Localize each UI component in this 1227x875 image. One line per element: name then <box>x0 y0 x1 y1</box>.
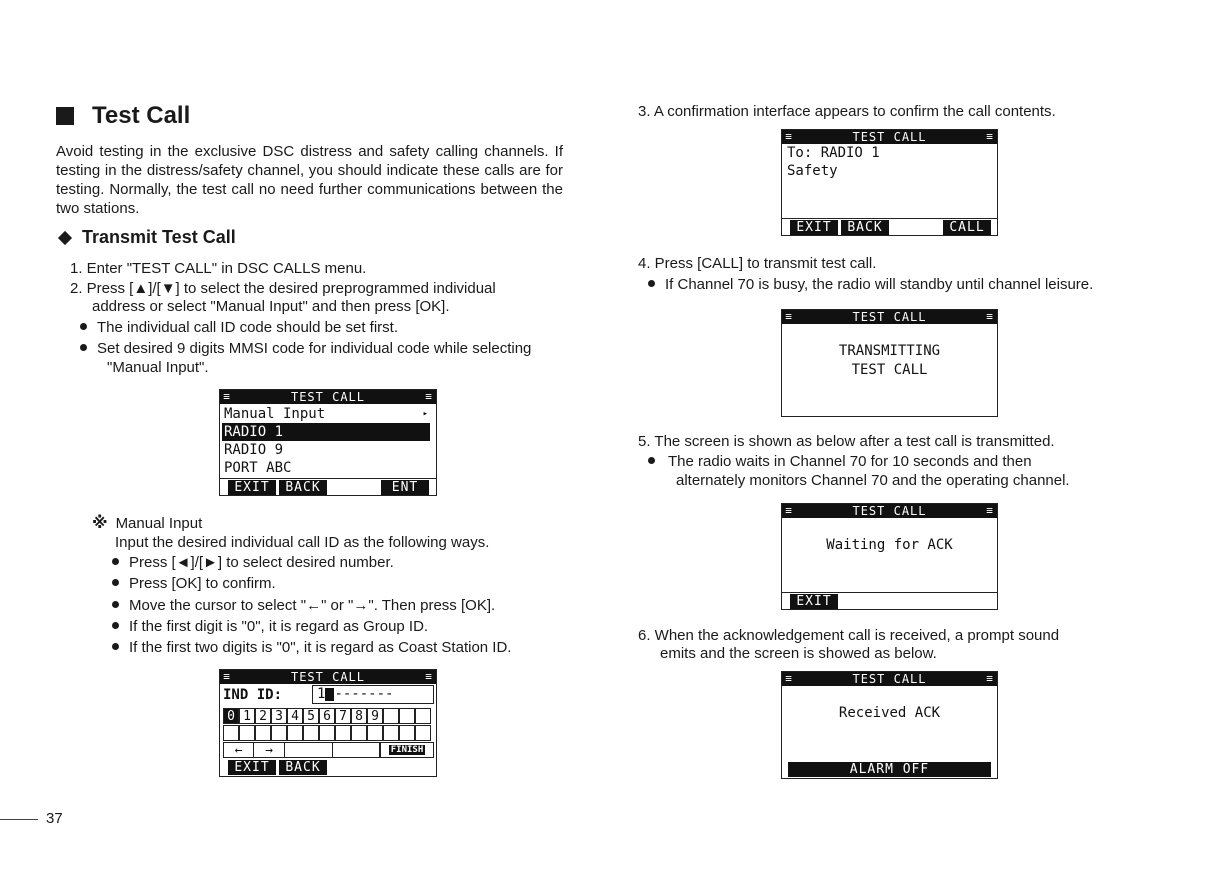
grid-blank-cell <box>415 708 431 724</box>
digit-cell: 4 <box>287 708 303 724</box>
menu-icon: ≡ <box>425 390 433 403</box>
bullet-continuation: alternately monitors Channel 70 and the operating channel. <box>676 472 1070 489</box>
page-number: 37 <box>46 810 63 827</box>
lcd-list-item-selected: RADIO 1 <box>222 423 430 441</box>
grid-blank-cell <box>367 725 383 741</box>
bullet-icon <box>80 323 87 330</box>
note-item: If the first digit is "0", it is regard as Group ID. <box>112 617 428 636</box>
note-item: Move the cursor to select "←" or "→". Then press [OK]. <box>112 596 495 615</box>
digit-cell: 9 <box>367 708 383 724</box>
grid-blank-cell <box>383 708 399 724</box>
nav-right-arrow-icon: → <box>253 742 285 758</box>
menu-icon: ≡ <box>223 670 231 683</box>
lcd-title-bar: ≡ TEST CALL ≡ <box>782 504 997 518</box>
step-6-line-2: emits and the screen is showed as below. <box>660 645 937 662</box>
softkey-exit: EXIT <box>790 220 838 235</box>
menu-icon: ≡ <box>986 130 994 143</box>
confirm-category: Safety <box>787 163 838 179</box>
step-3: 3. A confirmation interface appears to confirm the call contents. <box>638 103 1056 120</box>
bullet-item: Set desired 9 digits MMSI code for individual code while selecting <box>80 339 531 358</box>
softkey-back: BACK <box>279 760 327 775</box>
softkey-back: BACK <box>841 220 889 235</box>
finish-key: FINISH <box>380 742 434 758</box>
grid-blank-cell <box>383 725 399 741</box>
menu-icon: ≡ <box>223 390 231 403</box>
softkey-exit: EXIT <box>228 760 276 775</box>
bullet-icon <box>112 558 119 565</box>
lcd-softkey-bar <box>782 592 997 609</box>
menu-icon: ≡ <box>986 310 994 323</box>
bullet-icon <box>112 643 119 650</box>
menu-icon: ≡ <box>785 310 793 323</box>
softkey-ent: ENT <box>381 480 429 495</box>
lcd-title-bar: ≡ TEST CALL ≡ <box>220 390 436 404</box>
bullet-item: The individual call ID code should be set first. <box>80 318 398 337</box>
transmitting-line-2: TEST CALL <box>851 362 928 378</box>
softkey-call: CALL <box>943 220 991 235</box>
diamond-bullet-icon <box>58 230 72 244</box>
grid-blank-cell <box>239 725 255 741</box>
bullet-icon <box>80 344 87 351</box>
grid-blank-cell <box>351 725 367 741</box>
digit-cell: 7 <box>335 708 351 724</box>
menu-icon: ≡ <box>785 672 793 685</box>
grid-blank-cell <box>287 725 303 741</box>
lcd-title-bar: ≡ TEST CALL ≡ <box>220 670 436 684</box>
ind-id-field: 1 ------- <box>312 685 434 704</box>
ind-id-label: IND ID: <box>223 687 283 703</box>
step-4: 4. Press [CALL] to transmit test call. <box>638 255 877 272</box>
reference-mark-icon: ※ <box>92 515 108 532</box>
menu-icon: ≡ <box>986 504 994 517</box>
bullet-item: If Channel 70 is busy, the radio will standby until channel leisure. <box>648 275 1093 294</box>
digit-cell: 8 <box>351 708 367 724</box>
bullet-icon <box>112 622 119 629</box>
digit-cell: 6 <box>319 708 335 724</box>
lcd-confirm-screen <box>781 129 998 236</box>
lcd-list-item: Manual Input ▸ <box>224 406 428 422</box>
grid-blank-cell <box>271 725 287 741</box>
digit-cell: 0 <box>223 708 239 724</box>
bullet-icon <box>648 457 655 464</box>
confirm-recipient: To: RADIO 1 <box>787 145 880 161</box>
lcd-ind-id-screen <box>219 669 437 777</box>
lcd-waiting-screen <box>781 503 998 610</box>
bullet-icon <box>112 579 119 586</box>
lcd-transmitting-screen <box>781 309 998 417</box>
bullet-icon <box>648 280 655 287</box>
menu-icon: ≡ <box>785 130 793 143</box>
lcd-title-bar: ≡ TEST CALL ≡ <box>782 672 997 686</box>
digit-cell: 2 <box>255 708 271 724</box>
menu-icon: ≡ <box>425 670 433 683</box>
lcd-softkey-bar <box>782 218 997 235</box>
digit-cell: 1 <box>239 708 255 724</box>
lcd-received-screen <box>781 671 998 779</box>
step-2-line-2: address or select "Manual Input" and then press [OK]. <box>92 298 450 315</box>
step-1: 1. Enter "TEST CALL" in DSC CALLS menu. <box>70 260 367 277</box>
lcd-title-bar: ≡ TEST CALL ≡ <box>782 130 997 144</box>
step-6-line-1: 6. When the acknowledgement call is received, a prompt sound <box>638 627 1060 644</box>
alarm-off-key: ALARM OFF <box>788 762 991 777</box>
softkey-exit: EXIT <box>790 594 838 609</box>
grid-blank-cell <box>223 725 239 741</box>
grid-blank-cell <box>319 725 335 741</box>
note-intro: Input the desired individual call ID as the following ways. <box>115 534 490 551</box>
bullet-item: The radio waits in Channel 70 for 10 seconds and then <box>648 452 1032 471</box>
intro-paragraph: Avoid testing in the exclusive DSC distress and safety calling channels. If testing in the distress/safety channel, you should indicate these calls are for testing. Normally, the test call no need further communications between the two stations. <box>56 143 563 217</box>
grid-blank-cell <box>399 708 415 724</box>
grid-blank-cell <box>332 742 380 758</box>
softkey-exit: EXIT <box>228 480 276 495</box>
step-5: 5. The screen is shown as below after a test call is transmitted. <box>638 433 1055 450</box>
softkey-back: BACK <box>279 480 327 495</box>
note-item: Press [OK] to confirm. <box>112 574 276 593</box>
waiting-message: Waiting for ACK <box>826 537 953 553</box>
grid-blank-cell <box>415 725 431 741</box>
bullet-icon <box>112 601 119 608</box>
received-message: Received ACK <box>838 705 941 721</box>
step-2-line-1: 2. Press [▲]/[▼] to select the desired preprogrammed individual <box>70 280 496 297</box>
grid-blank-cell <box>399 725 415 741</box>
page-number-rule <box>0 819 38 820</box>
transmitting-line-1: TRANSMITTING <box>838 343 941 359</box>
lcd-softkey-bar <box>220 478 436 495</box>
grid-blank-cell <box>284 742 333 758</box>
bullet-continuation: "Manual Input". <box>107 359 209 376</box>
chevron-right-icon: ▸ <box>422 409 428 419</box>
note-item: Press [◄]/[►] to select desired number. <box>112 553 394 572</box>
grid-blank-cell <box>335 725 351 741</box>
menu-icon: ≡ <box>986 672 994 685</box>
menu-icon: ≡ <box>785 504 793 517</box>
lcd-list-item: PORT ABC <box>224 460 292 476</box>
lcd-list-item: RADIO 9 <box>224 442 284 458</box>
lcd-title-bar: ≡ TEST CALL ≡ <box>782 310 997 324</box>
section-title: Test Call <box>56 102 190 130</box>
note-title: ※ Manual Input <box>92 515 203 532</box>
digit-cell: 5 <box>303 708 319 724</box>
square-bullet-icon <box>56 107 74 125</box>
lcd-select-screen <box>219 389 437 496</box>
grid-blank-cell <box>303 725 319 741</box>
grid-blank-cell <box>255 725 271 741</box>
nav-left-arrow-icon: ← <box>223 742 254 758</box>
note-item: If the first two digits is "0", it is regard as Coast Station ID. <box>112 638 511 657</box>
subsection-title: Transmit Test Call <box>56 227 236 248</box>
digit-cell: 3 <box>271 708 287 724</box>
